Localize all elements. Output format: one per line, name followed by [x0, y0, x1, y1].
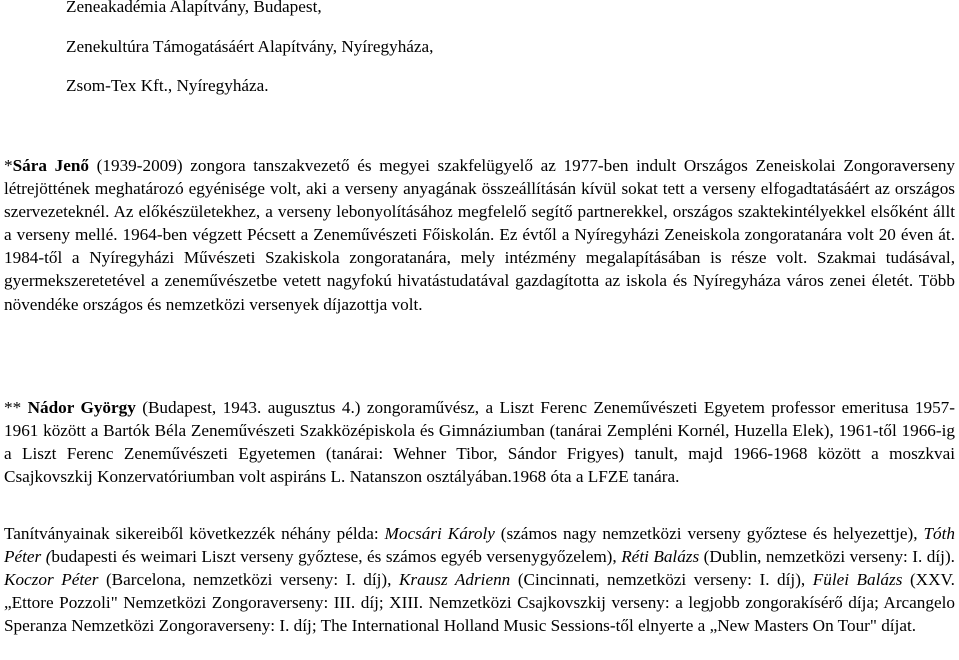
- person-name: Sára Jenő: [12, 156, 90, 175]
- student-name: Krausz Adrienn: [398, 570, 511, 590]
- footnote-marker: *: [4, 156, 13, 175]
- person-name: Nádor György: [27, 398, 136, 417]
- footnote-body: (1939-2009) zongora tanszakvezető és megyei szakfelügyelő az 1977-ben indult Országos Zeneiskolai Zongoraverseny létrejöttének meghatározó egyénisége volt, aki a verseny anyagának összeállításán kívül sokat tett a verseny elfogadtatásáért az országos szervezeteknél. Az előkészületekhez, a verseny lebonyolításához megfelelő segítő partnerekkel, országos szaktekintélyekkel elsőként állt a verseny mellé. 1964-ben végzett Pécsett a Zeneművészeti Főiskolán. Ez évtől a Nyíregyházi Zeneiskola zongoratanára volt 20 éven át. 1984-től a Nyíregyházi Művészeti Szakiskola zongoratanára, mely intézmény megalapításában is része volt. Szakmai tudásával, gyermekszeretetével a zeneművészetbe vetett nagyfokú hivatástudatával gazdagította az iskola és Nyíregyháza város zenei életét. Több növendéke országos és nemzetközi versenyek díjazottja volt.: [4, 156, 956, 314]
- footnote-body: (Budapest, 1943. augusztus 4.) zongoraművész, a Liszt Ferenc Zeneművészeti Egyetem professor emeritusa 1957-1961 között a Bartók Béla Zeneművészeti Szakközépiskola és Gimnáziumban (tanárai Zempléni Kornél, Huzella Elek), 1961-től 1966-ig a Liszt Ferenc Zeneművészeti Egyetemen (tanárai: Wehner Tibor, Sándor Frigyes) tanult, majd 1966-1968 között a moszkvai Csajkovszkij Konzervatóriumban volt aspiráns L. Natanszon osztályában.1968 óta a LFZE tanára.: [4, 398, 955, 487]
- sponsor-line-1: Zeneakadémia Alapítvány, Budapest,: [66, 0, 322, 16]
- students-paragraph: [4, 522, 955, 637]
- student-name: Fülei Balázs: [812, 570, 903, 590]
- text-run: (számos nagy nemzetközi verseny győztese és helyezettje),: [494, 524, 924, 543]
- student-name: Tóth Péter (: [4, 524, 955, 567]
- footnote-marker: **: [4, 398, 28, 417]
- text-run: (XXV. „Ettore Pozzoli" Nemzetközi Zongoraverseny: III. díj; XIII. Nemzetközi Csajkovszkij verseny: a legjobb zongorakísérő díja; Arcangelo Speranza Nemzetközi Zongoraverseny: I. díj; The International Holland Music Sessions-től elnyerte a „New Masters On Tour" díjat.: [4, 570, 955, 636]
- sponsor-line-2: Zenekultúra Támogatásáért Alapítvány, Nyíregyháza,: [66, 37, 434, 56]
- text-run: (Cincinnati, nemzetközi verseny: I. díj),: [510, 570, 813, 590]
- footnote-sara-jeno: [4, 154, 955, 316]
- footnote-nador-gyorgy: [4, 396, 955, 488]
- text-run: (Barcelona, nemzetközi verseny: I. díj),: [98, 570, 399, 590]
- student-name: Réti Balázs: [621, 547, 700, 567]
- text-run: (Dublin, nemzetközi verseny: I. díj).: [699, 547, 955, 567]
- student-name: Mocsári Károly: [384, 524, 495, 543]
- sponsor-line-3: Zsom-Tex Kft., Nyíregyháza.: [66, 76, 269, 95]
- text-run: Tanítványainak sikereiből következzék néhány példa:: [4, 524, 385, 543]
- text-run: budapesti és weimari Liszt verseny győztese, és számos egyéb versenygyőzelem),: [51, 547, 622, 567]
- student-name: Koczor Péter: [4, 570, 99, 590]
